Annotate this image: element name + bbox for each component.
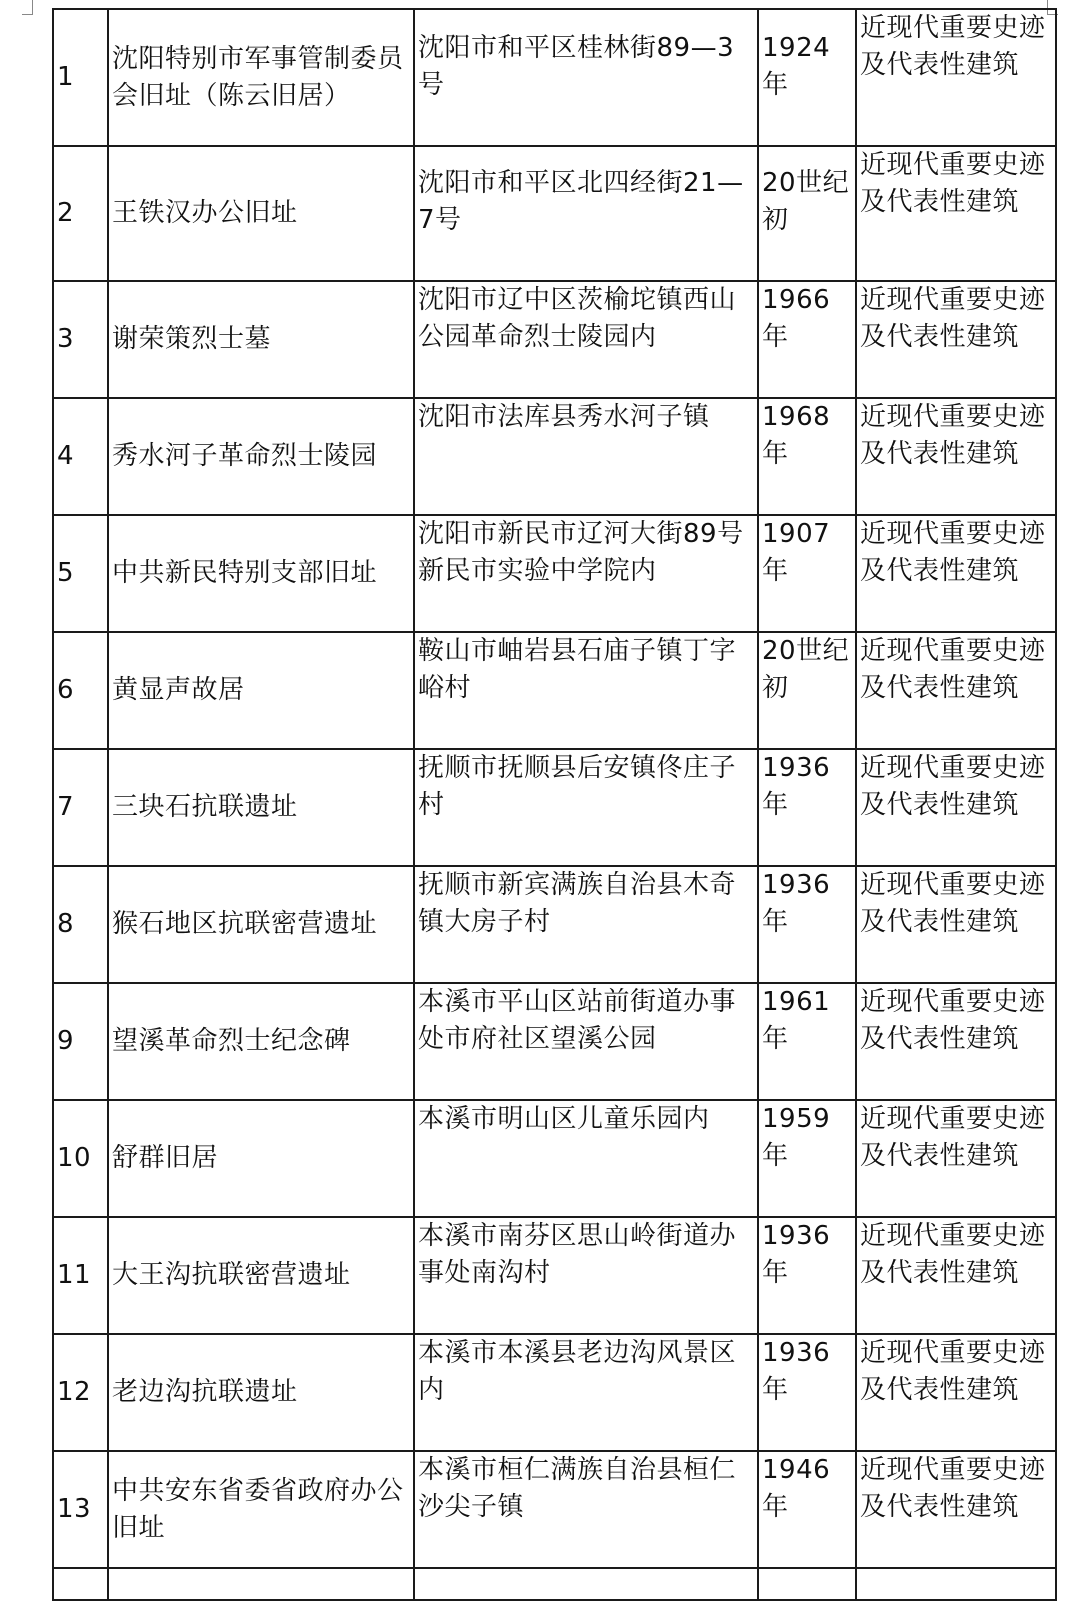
site-year: 1961年 [758,983,856,1100]
site-category: 近现代重要史迹及代表性建筑 [856,749,1056,866]
site-name: 三块石抗联遗址 [108,749,414,866]
table-row [53,9,1056,146]
site-name: 谢荣策烈士墓 [108,281,414,398]
site-category: 近现代重要史迹及代表性建筑 [856,1217,1056,1334]
table-row [53,146,1056,281]
site-year: 1924年 [758,9,856,146]
table-row [53,281,1056,398]
site-name: 舒群旧居 [108,1100,414,1217]
table-body [53,9,1056,1600]
site-name-empty [108,1568,414,1600]
site-category: 近现代重要史迹及代表性建筑 [856,146,1056,281]
site-name: 王铁汉办公旧址 [108,146,414,281]
site-name: 猴石地区抗联密营遗址 [108,866,414,983]
site-name: 大王沟抗联密营遗址 [108,1217,414,1334]
site-category: 近现代重要史迹及代表性建筑 [856,1334,1056,1451]
site-address: 鞍山市岫岩县石庙子镇丁字峪村 [414,632,758,749]
table-row [53,515,1056,632]
row-number: 4 [53,398,108,515]
site-year: 1907年 [758,515,856,632]
row-number: 6 [53,632,108,749]
table-row [53,983,1056,1100]
site-year: 1936年 [758,1334,856,1451]
site-address: 沈阳市和平区北四经街21—7号 [414,146,758,281]
row-number-empty [53,1568,108,1600]
site-category: 近现代重要史迹及代表性建筑 [856,398,1056,515]
table-row [53,1100,1056,1217]
row-number: 10 [53,1100,108,1217]
site-category: 近现代重要史迹及代表性建筑 [856,1451,1056,1568]
row-number: 5 [53,515,108,632]
site-address: 本溪市平山区站前街道办事处市府社区望溪公园 [414,983,758,1100]
row-number: 7 [53,749,108,866]
row-number: 11 [53,1217,108,1334]
site-name: 沈阳特别市军事管制委员会旧址（陈云旧居） [108,9,414,146]
site-category: 近现代重要史迹及代表性建筑 [856,866,1056,983]
site-year-empty [758,1568,856,1600]
table-row [53,632,1056,749]
site-category: 近现代重要史迹及代表性建筑 [856,1100,1056,1217]
site-address: 本溪市本溪县老边沟风景区内 [414,1334,758,1451]
row-number: 13 [53,1451,108,1568]
row-number: 8 [53,866,108,983]
table-row [53,1451,1056,1568]
site-year: 1936年 [758,866,856,983]
table-row-partial [53,1568,1056,1600]
row-number: 1 [53,9,108,146]
row-number: 12 [53,1334,108,1451]
site-category: 近现代重要史迹及代表性建筑 [856,983,1056,1100]
site-year: 1968年 [758,398,856,515]
row-number: 2 [53,146,108,281]
site-year: 1959年 [758,1100,856,1217]
site-year: 1966年 [758,281,856,398]
site-name: 中共新民特别支部旧址 [108,515,414,632]
table-row [53,749,1056,866]
site-address: 本溪市明山区儿童乐园内 [414,1100,758,1217]
site-year: 20世纪初 [758,146,856,281]
site-name: 中共安东省委省政府办公旧址 [108,1451,414,1568]
row-number: 3 [53,281,108,398]
site-address: 沈阳市新民市辽河大街89号新民市实验中学院内 [414,515,758,632]
site-category: 近现代重要史迹及代表性建筑 [856,281,1056,398]
site-address: 沈阳市和平区桂林街89—3号 [414,9,758,146]
site-name: 秀水河子革命烈士陵园 [108,398,414,515]
table-row [53,866,1056,983]
site-year: 1946年 [758,1451,856,1568]
site-category: 近现代重要史迹及代表性建筑 [856,632,1056,749]
site-year: 1936年 [758,749,856,866]
table-row [53,398,1056,515]
row-number: 9 [53,983,108,1100]
site-address: 抚顺市新宾满族自治县木奇镇大房子村 [414,866,758,983]
site-name: 黄显声故居 [108,632,414,749]
site-address: 本溪市桓仁满族自治县桓仁沙尖子镇 [414,1451,758,1568]
page-corner-mark-left [22,0,33,15]
site-address: 抚顺市抚顺县后安镇佟庄子村 [414,749,758,866]
site-name: 望溪革命烈士纪念碑 [108,983,414,1100]
site-category-empty [856,1568,1056,1600]
site-address: 本溪市南芬区思山岭街道办事处南沟村 [414,1217,758,1334]
site-name: 老边沟抗联遗址 [108,1334,414,1451]
table-row [53,1334,1056,1451]
site-address-empty [414,1568,758,1600]
site-address: 沈阳市法库县秀水河子镇 [414,398,758,515]
site-year: 1936年 [758,1217,856,1334]
site-category: 近现代重要史迹及代表性建筑 [856,9,1056,146]
heritage-sites-table [52,8,1057,1601]
site-year: 20世纪初 [758,632,856,749]
site-address: 沈阳市辽中区茨榆坨镇西山公园革命烈士陵园内 [414,281,758,398]
table-row [53,1217,1056,1334]
site-category: 近现代重要史迹及代表性建筑 [856,515,1056,632]
